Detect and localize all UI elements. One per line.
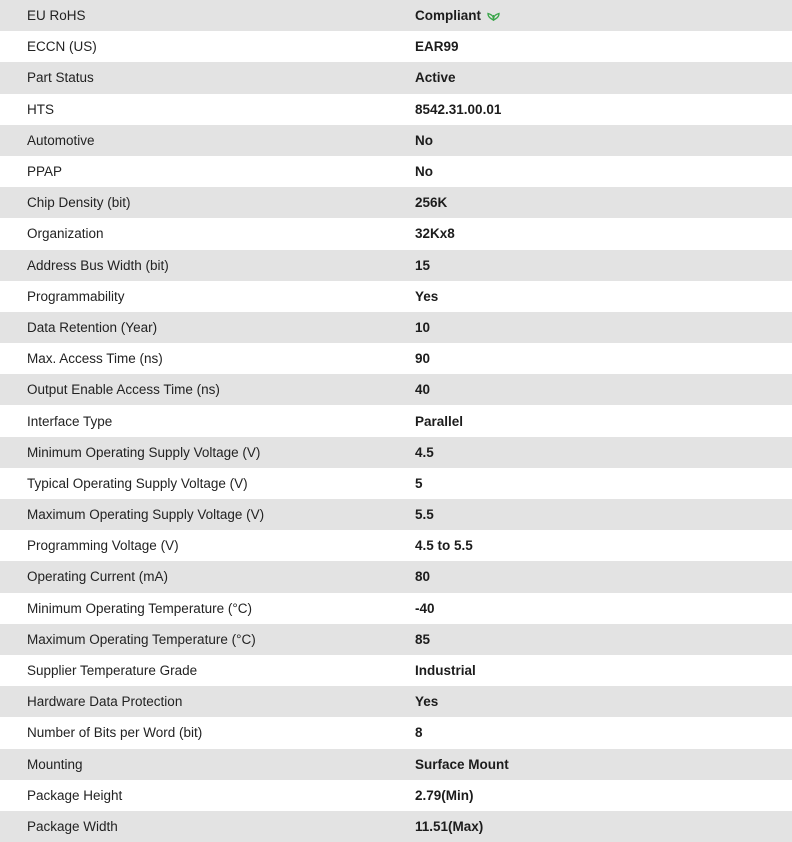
spec-label: Part Status xyxy=(0,62,415,93)
spec-label: Mounting xyxy=(0,749,415,780)
spec-label: Output Enable Access Time (ns) xyxy=(0,374,415,405)
spec-label: Typical Operating Supply Voltage (V) xyxy=(27,475,248,491)
spec-label: Hardware Data Protection xyxy=(0,686,415,717)
spec-value: 85 xyxy=(415,624,792,655)
spec-row-min-operating-temperature xyxy=(0,593,792,624)
spec-row-chip-density xyxy=(0,187,792,218)
spec-value: 32Kx8 xyxy=(415,226,455,242)
spec-label: Programming Voltage (V) xyxy=(27,538,179,554)
spec-row-min-supply-voltage xyxy=(0,437,792,468)
spec-row-operating-current xyxy=(0,561,792,592)
spec-label: Minimum Operating Temperature (°C) xyxy=(27,600,252,616)
spec-row-hardware-data-protection xyxy=(0,686,792,717)
spec-value: Active xyxy=(415,62,792,93)
spec-row-eccn xyxy=(0,31,792,62)
spec-label: Number of Bits per Word (bit) xyxy=(27,725,203,741)
spec-value: 4.5 xyxy=(415,437,792,468)
spec-row-max-access-time xyxy=(0,343,792,374)
spec-label: Interface Type xyxy=(27,413,113,429)
spec-label: Operating Current (mA) xyxy=(0,561,415,592)
spec-label: ECCN (US) xyxy=(27,39,97,55)
spec-label: Maximum Operating Supply Voltage (V) xyxy=(0,499,415,530)
spec-label: Organization xyxy=(27,226,104,242)
spec-value: Yes xyxy=(415,686,792,717)
spec-value: -40 xyxy=(415,600,435,616)
spec-row-max-supply-voltage xyxy=(0,499,792,530)
spec-row-mounting xyxy=(0,749,792,780)
spec-label: EU RoHS xyxy=(0,0,415,31)
spec-value: Yes xyxy=(415,288,439,304)
spec-value: Industrial xyxy=(415,663,476,679)
spec-label: Address Bus Width (bit) xyxy=(0,250,415,281)
spec-label: Automotive xyxy=(0,125,415,156)
spec-row-package-height xyxy=(0,780,792,811)
spec-row-part-status xyxy=(0,62,792,93)
spec-label: Package Height xyxy=(27,787,123,803)
spec-label: Package Width xyxy=(0,811,415,842)
spec-label: Chip Density (bit) xyxy=(0,187,415,218)
spec-row-organization xyxy=(0,218,792,249)
spec-row-interface-type xyxy=(0,405,792,436)
spec-label: Max. Access Time (ns) xyxy=(27,351,163,367)
eco-leaf-icon xyxy=(486,9,501,21)
spec-value: 2.79(Min) xyxy=(415,787,474,803)
spec-value: No xyxy=(415,164,433,180)
spec-value: 11.51(Max) xyxy=(415,811,792,842)
spec-value-text: Compliant xyxy=(415,8,481,24)
spec-label: HTS xyxy=(27,101,54,117)
spec-value: 80 xyxy=(415,561,792,592)
spec-value: No xyxy=(415,125,792,156)
spec-value: 8 xyxy=(415,725,423,741)
spec-row-automotive xyxy=(0,125,792,156)
spec-value: 4.5 to 5.5 xyxy=(415,538,473,554)
spec-row-bits-per-word xyxy=(0,717,792,748)
spec-value: 5 xyxy=(415,475,423,491)
spec-value: Parallel xyxy=(415,413,464,429)
spec-row-programmability xyxy=(0,281,792,312)
spec-value: 90 xyxy=(415,351,431,367)
spec-row-output-enable-access-time xyxy=(0,374,792,405)
spec-value xyxy=(415,0,792,31)
spec-row-eu-rohs xyxy=(0,0,792,31)
spec-row-programming-voltage xyxy=(0,530,792,561)
spec-label: Minimum Operating Supply Voltage (V) xyxy=(0,437,415,468)
spec-row-hts xyxy=(0,94,792,125)
spec-value: 5.5 xyxy=(415,499,792,530)
spec-row-address-bus-width xyxy=(0,250,792,281)
spec-value: 256K xyxy=(415,187,792,218)
spec-row-package-width xyxy=(0,811,792,842)
spec-value: 40 xyxy=(415,374,792,405)
spec-label: Supplier Temperature Grade xyxy=(27,663,198,679)
spec-row-ppap xyxy=(0,156,792,187)
spec-value: 8542.31.00.01 xyxy=(415,101,502,117)
spec-row-max-operating-temperature xyxy=(0,624,792,655)
spec-label: Programmability xyxy=(27,288,125,304)
spec-label: Maximum Operating Temperature (°C) xyxy=(0,624,415,655)
spec-value: 15 xyxy=(415,250,792,281)
spec-label: Data Retention (Year) xyxy=(0,312,415,343)
spec-row-typical-supply-voltage xyxy=(0,468,792,499)
spec-label: PPAP xyxy=(27,164,63,180)
spec-value: 10 xyxy=(415,312,792,343)
spec-row-data-retention xyxy=(0,312,792,343)
spec-value: Surface Mount xyxy=(415,749,792,780)
spec-row-temperature-grade xyxy=(0,655,792,686)
spec-value: EAR99 xyxy=(415,39,459,55)
